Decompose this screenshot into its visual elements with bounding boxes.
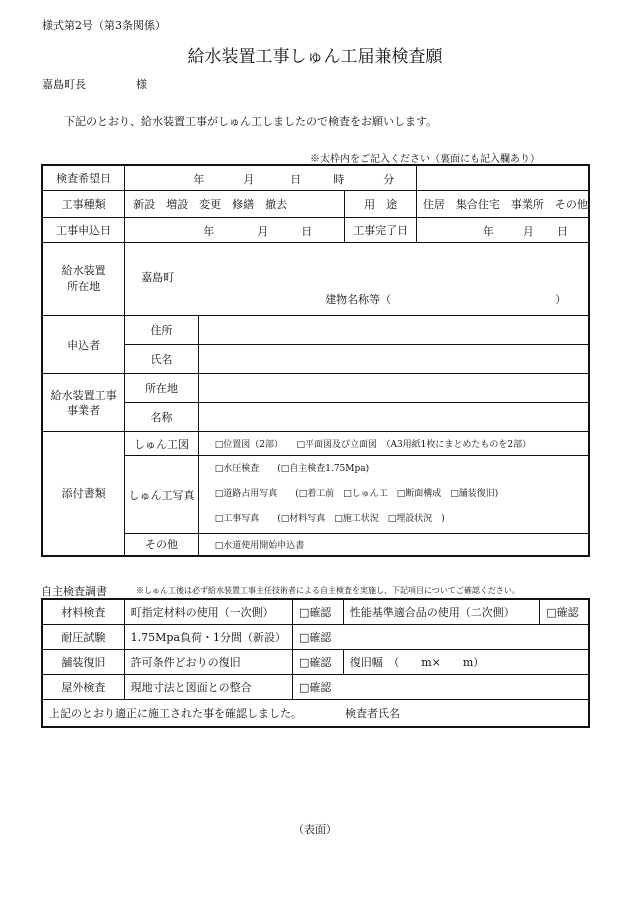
main-form-table xyxy=(41,164,590,557)
photo-line-3[interactable]: □工事写真 (□材料写真 □施工状況 □埋設状況 ) xyxy=(214,514,445,524)
attachments-label: 添付書類 xyxy=(42,432,125,556)
location-field[interactable] xyxy=(125,243,589,316)
building-name-label: 建物名称等（ xyxy=(325,293,392,306)
use-label: 用 途 xyxy=(345,191,417,218)
completion-date-field[interactable] xyxy=(416,218,589,243)
check-box-pressure[interactable]: □確認 xyxy=(293,625,589,650)
check-item-pressure: 1.75Mpa負荷・1分間（新設） xyxy=(124,625,292,650)
applicant-address-field[interactable] xyxy=(198,316,589,345)
app-month-unit: 月 xyxy=(257,225,269,238)
location-label: 給水装置 所在地 xyxy=(42,243,125,316)
check-label-pressure: 耐圧試験 xyxy=(42,625,124,650)
comp-day-unit: 日 xyxy=(556,225,568,238)
check-item-paving-width[interactable]: 復旧幅 （ m× m） xyxy=(343,650,589,675)
month-unit: 月 xyxy=(243,173,255,186)
check-item-paving: 許可条件どおりの復旧 xyxy=(124,650,292,675)
self-check-note: ※しゅん工後は必ず給水装置工事主任技術者による自主検査を実施し、下記項目についてご確認ください。 xyxy=(136,586,520,595)
minute-unit: 分 xyxy=(383,173,395,186)
inspection-date-field[interactable] xyxy=(125,165,417,191)
app-year-unit: 年 xyxy=(203,225,215,238)
self-check-table xyxy=(41,598,590,728)
other-item[interactable]: □水道使用開始申込書 xyxy=(198,534,589,556)
confirmation-text: 上記のとおり適正に施工された事を確認しました。 xyxy=(49,707,302,720)
building-name-close: ） xyxy=(555,293,567,306)
contractor-label: 給水装置工事 事業者 xyxy=(42,374,125,432)
intro-text: 下記のとおり、給水装置工事がしゅん工しましたので検査をお願いします。 xyxy=(64,115,438,128)
check-label-paving: 舗装復旧 xyxy=(42,650,124,675)
contractor-address-field[interactable] xyxy=(198,374,589,403)
contractor-name-label: 名称 xyxy=(125,403,199,432)
self-check-heading: 自主検査調書 xyxy=(41,585,107,598)
applicant-label: 申込者 xyxy=(42,316,125,374)
use-options[interactable]: 住居 集合住宅 事業所 その他 xyxy=(416,191,589,218)
application-date-label: 工事申込日 xyxy=(42,218,125,243)
photo-line-2[interactable]: □道路占用写真 (□着工前 □しゅん工 □断面構成 □舗装復旧) xyxy=(214,489,499,499)
work-type-options[interactable]: 新設 増設 変更 修繕 撤去 xyxy=(125,191,345,218)
check-label-outdoor: 屋外検査 xyxy=(42,675,124,700)
day-unit: 日 xyxy=(290,173,302,186)
town-name: 嘉島町 xyxy=(141,271,175,284)
addressee-name: 嘉島町長 xyxy=(42,78,86,91)
photo-items[interactable] xyxy=(198,456,589,534)
inspection-date-extra xyxy=(416,165,589,191)
comp-month-unit: 月 xyxy=(522,225,534,238)
check-box-paving[interactable]: □確認 xyxy=(293,650,344,675)
applicant-name-label: 氏名 xyxy=(125,345,199,374)
drawing-label: しゅん工図 xyxy=(125,432,199,456)
hour-unit: 時 xyxy=(333,173,345,186)
completion-date-label: 工事完了日 xyxy=(345,218,417,243)
check-box-outdoor[interactable]: □確認 xyxy=(293,675,589,700)
form-number: 様式第2号（第3条関係） xyxy=(42,19,166,32)
applicant-name-field[interactable] xyxy=(198,345,589,374)
app-day-unit: 日 xyxy=(301,225,313,238)
inspection-date-label: 検査希望日 xyxy=(42,165,125,191)
addressee-honorific: 様 xyxy=(136,78,147,91)
page-title: 給水装置工事しゅん工届兼検査願 xyxy=(187,47,443,67)
other-label: その他 xyxy=(125,534,199,556)
check-item-material-2: 性能基準適合品の使用（二次側） xyxy=(343,599,540,625)
applicant-address-label: 住所 xyxy=(125,316,199,345)
confirmation-row xyxy=(42,700,589,728)
contractor-name-field[interactable] xyxy=(198,403,589,432)
check-item-outdoor: 現地寸法と図面との整合 xyxy=(124,675,292,700)
drawing-items[interactable]: □位置図（2部） □平面図及び立面図 （A3用紙1枚にまとめたものを2部） xyxy=(198,432,589,456)
photo-line-1[interactable]: □水圧検査 (□自主検査1.75Mpa) xyxy=(214,464,370,474)
application-date-field[interactable] xyxy=(125,218,345,243)
year-unit: 年 xyxy=(193,173,205,186)
work-type-label: 工事種類 xyxy=(42,191,125,218)
contractor-address-label: 所在地 xyxy=(125,374,199,403)
comp-year-unit: 年 xyxy=(482,225,494,238)
check-box-material[interactable]: □確認 xyxy=(293,599,344,625)
check-item-material: 町指定材料の使用（一次側） xyxy=(124,599,292,625)
photo-label: しゅん工写真 xyxy=(125,456,199,534)
note-text: ※太枠内をご記入ください（裏面にも記入欄あり） xyxy=(310,154,540,165)
inspector-label: 検査者氏名 xyxy=(345,707,400,720)
check-label-material: 材料検査 xyxy=(42,599,124,625)
check-box-material-2[interactable]: □確認 xyxy=(540,599,589,625)
page-side-label: （表面） xyxy=(293,823,337,836)
